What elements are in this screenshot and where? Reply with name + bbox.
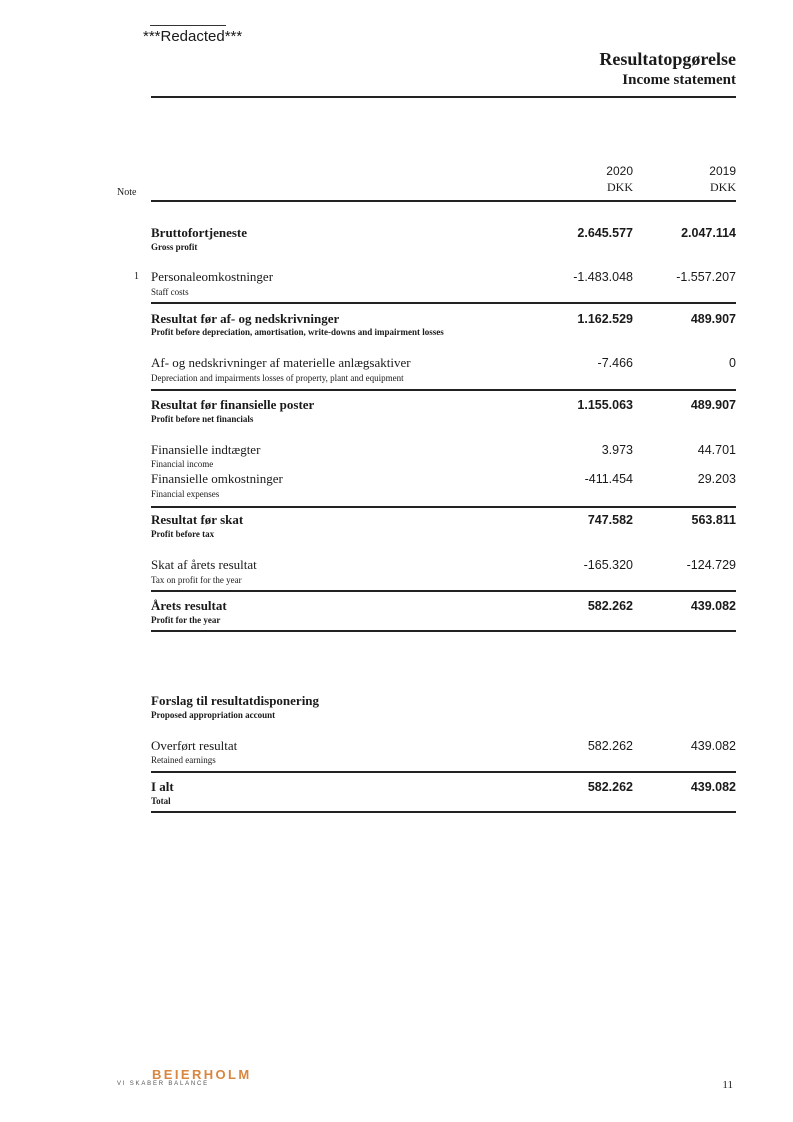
page-number: 11 — [722, 1079, 733, 1091]
year-2020-header: 2020 — [606, 164, 633, 178]
header-rule — [151, 96, 736, 98]
value-2019: 489.907 — [690, 312, 736, 326]
value-2019: 0 — [729, 356, 736, 370]
total-rule — [151, 630, 736, 632]
redacted-company-name: ***Redacted*** — [143, 28, 243, 45]
row-sublabel: Staff costs — [151, 287, 189, 297]
row-label: Resultat før skat — [151, 512, 244, 527]
value-2020: -1.483.048 — [573, 270, 633, 284]
value-2020: -165.320 — [583, 558, 633, 572]
value-2019: 563.811 — [691, 513, 736, 527]
appropriation-subtitle: Proposed appropriation account — [151, 710, 276, 720]
value-2020: 582.262 — [587, 739, 633, 753]
row-label: Overført resultat — [151, 738, 238, 753]
row-sublabel: Profit before tax — [151, 529, 215, 539]
redaction-rule — [150, 25, 226, 26]
row-sublabel: Depreciation and impairments losses of property, plant and equipment — [151, 373, 404, 383]
row-sublabel: Profit before depreciation, amortisation, write-downs and impairment losses — [151, 327, 444, 337]
currency-2019-header: DKK — [710, 180, 736, 194]
value-2020: -411.454 — [584, 472, 633, 486]
subtotal-rule — [151, 389, 736, 391]
subtotal-rule — [151, 302, 736, 304]
subtotal-rule — [151, 590, 736, 592]
row-label: Årets resultat — [151, 598, 227, 613]
row-label: Resultat før af- og nedskrivninger — [151, 311, 340, 326]
row-sublabel: Retained earnings — [151, 755, 216, 765]
row-label: Skat af årets resultat — [151, 557, 257, 572]
value-2020: 1.162.529 — [577, 312, 633, 326]
appropriation-title: Forslag til resultatdisponering — [151, 693, 320, 708]
value-2019: 489.907 — [690, 398, 736, 412]
value-2020: 1.155.063 — [577, 398, 633, 412]
value-2019: -1.557.207 — [676, 270, 736, 284]
row-label: Resultat før finansielle poster — [151, 397, 315, 412]
subtotal-rule — [151, 506, 736, 508]
row-sublabel: Financial income — [151, 459, 214, 469]
value-2019: 29.203 — [697, 472, 736, 486]
page-title: Resultatopgørelse — [599, 49, 736, 69]
row-label: I alt — [151, 779, 174, 794]
row-sublabel: Financial expenses — [151, 489, 220, 499]
company-logo — [117, 1067, 252, 1087]
value-2020: 582.262 — [587, 780, 633, 794]
row-label: Bruttofortjeneste — [151, 225, 248, 240]
logo-wordmark: BEIERHOLM — [152, 1067, 252, 1082]
note-column-header: Note — [117, 187, 137, 198]
row-label: Finansielle omkostninger — [151, 471, 283, 486]
value-2019: 439.082 — [690, 780, 736, 794]
page-subtitle: Income statement — [622, 72, 736, 88]
row-sublabel: Profit before net financials — [151, 414, 254, 424]
subtotal-rule — [151, 771, 736, 773]
row-sublabel: Gross profit — [151, 242, 198, 252]
note-reference: 1 — [134, 271, 139, 282]
value-2019: -124.729 — [686, 558, 736, 572]
row-label: Personaleomkostninger — [151, 269, 274, 284]
value-2020: 582.262 — [587, 599, 633, 613]
value-2020: -7.466 — [597, 356, 633, 370]
year-2019-header: 2019 — [709, 164, 736, 178]
value-2020: 3.973 — [601, 443, 633, 457]
currency-2020-header: DKK — [607, 180, 633, 194]
value-2020: 2.645.577 — [577, 226, 633, 240]
value-2019: 2.047.114 — [681, 226, 736, 240]
value-2019: 44.701 — [697, 443, 736, 457]
row-label: Af- og nedskrivninger af materielle anlægsaktiver — [151, 355, 411, 370]
logo-tagline: VI SKABER BALANCE — [117, 1081, 209, 1087]
value-2019: 439.082 — [690, 599, 736, 613]
total-rule — [151, 811, 736, 813]
row-sublabel: Profit for the year — [151, 615, 221, 625]
value-2019: 439.082 — [690, 739, 736, 753]
row-sublabel: Total — [151, 796, 171, 806]
column-header-rule — [151, 200, 736, 202]
row-label: Finansielle indtægter — [151, 442, 261, 457]
row-sublabel: Tax on profit for the year — [151, 575, 242, 585]
value-2020: 747.582 — [587, 513, 633, 527]
